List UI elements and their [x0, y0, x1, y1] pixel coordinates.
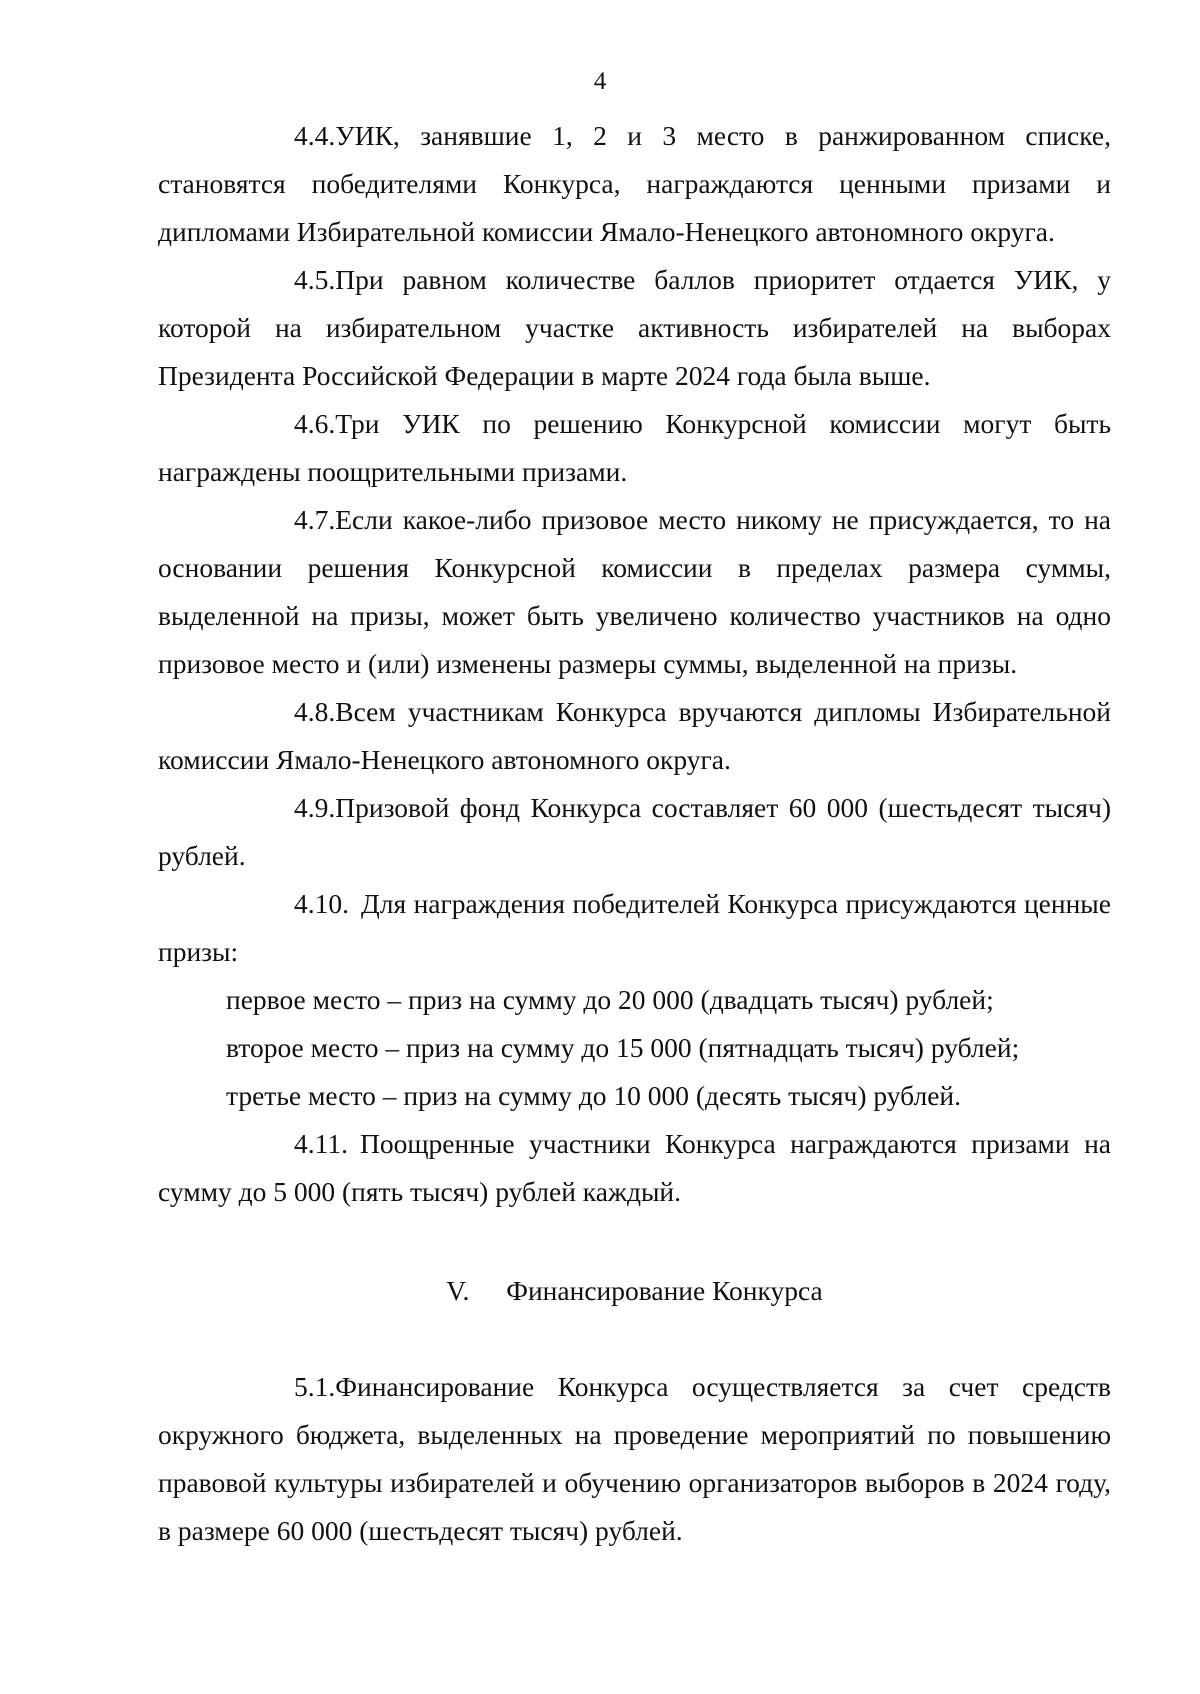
clause-number: 4.7. [294, 504, 336, 535]
clause-text: Для награждения победителей Конкурса присуждаются ценные призы: [158, 888, 1111, 967]
prize-third-place: третье место – приз на сумму до 10 000 (десять тысяч) рублей. [226, 1080, 961, 1111]
clause-4-5 [158, 256, 1111, 400]
clause-number: 4.4. [294, 120, 336, 151]
clause-number: 4.8. [294, 696, 336, 727]
clause-4-11 [158, 1120, 1111, 1216]
clause-4-10 [158, 880, 1111, 976]
clause-5-1 [158, 1363, 1111, 1555]
prize-second-place: второе место – приз на сумму до 15 000 (пятнадцать тысяч) рублей; [226, 1032, 1020, 1063]
clause-text: Финансирование Конкурса осуществляется за счет средств окружного бюджета, выделенных на проведение мероприятий по повышению правовой культуры избирателей и обучению организаторов выборов в 2024 году, в размере 60 000 (шестьдесят тысяч) рублей. [158, 1371, 1111, 1546]
clause-4-7 [158, 496, 1111, 688]
clause-text: При равном количестве баллов приоритет отдается УИК, у которой на избирательном участке активность избирателей на выборах Президента Российской Федерации в марте 2024 года была выше. [158, 264, 1111, 391]
prize-first-place: первое место – приз на сумму до 20 000 (двадцать тысяч) рублей; [226, 984, 994, 1015]
section-roman-numeral: V. [446, 1275, 470, 1306]
section-heading-v [158, 1216, 1111, 1363]
clause-text: Три УИК по решению Конкурсной комиссии могут быть награждены поощрительными призами. [158, 408, 1111, 487]
section-title: Финансирование Конкурса [506, 1275, 823, 1306]
clause-number: 4.5. [294, 264, 336, 295]
clause-number: 4.6. [294, 408, 336, 439]
clause-number: 4.10. [294, 888, 349, 919]
clause-text: Призовой фонд Конкурса составляет 60 000 (шестьдесят тысяч) рублей. [158, 792, 1111, 871]
clause-text: Если какое-либо призовое место никому не присуждается, то на основании решения Конкурсной комиссии в пределах размера суммы, выделенной на призы, может быть увеличено количество участников на одно призовое место и (или) изменены размеры суммы, выделенной на призы. [158, 504, 1111, 679]
clause-number: 5.1. [294, 1371, 336, 1402]
clause-number: 4.11. [294, 1128, 348, 1159]
clause-4-6 [158, 400, 1111, 496]
clause-4-4 [158, 112, 1111, 256]
clause-4-8 [158, 688, 1111, 784]
clause-text: Поощренные участники Конкурса награждаются призами на сумму до 5 000 (пять тысяч) рублей каждый. [158, 1128, 1111, 1207]
page-number: 4 [593, 68, 607, 95]
clause-4-9 [158, 784, 1111, 880]
clause-text: УИК, занявшие 1, 2 и 3 место в ранжированном списке, становятся победителями Конкурса, награждаются ценными призами и дипломами Избирательной комиссии Ямало-Ненецкого автономного округа. [158, 120, 1111, 247]
document-body [158, 112, 1111, 1555]
clause-number: 4.9. [294, 792, 336, 823]
clause-text: Всем участникам Конкурса вручаются дипломы Избирательной комиссии Ямало-Ненецкого автономного округа. [158, 696, 1111, 775]
